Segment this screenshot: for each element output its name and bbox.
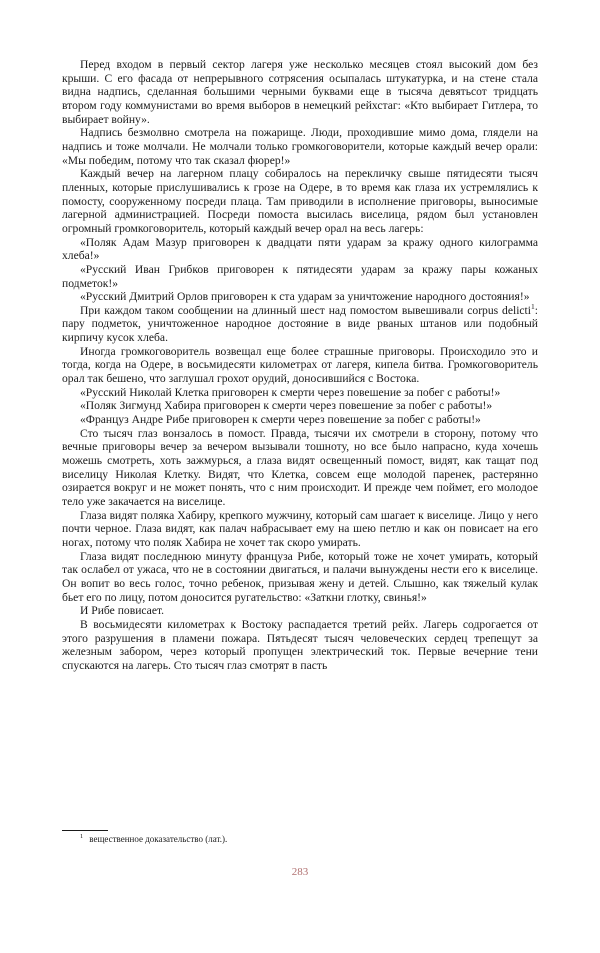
paragraph <box>62 301 538 345</box>
paragraph: «Француз Андре Рибе приговорен к смерти через повешение за побег с работы!» <box>80 413 481 427</box>
paragraph-part: При каждом таком сообщении на длинный шест над помостом вывешивали corpus delicti <box>80 303 532 317</box>
paragraph: Каждый вечер на лагерном плацу собиралось на перекличку свыше пятидесяти тысяч пленных, которые прислушивались к грозе на Одере, в то время как глаза их устремлялись к помосту, сооруженному посреди плаца. Там приводили в исполнение приговоры, выносимые лагерной администрацией. Посреди помоста высилась виселица, рядом был установлен огромный громкоговоритель, который каждый вечер орал на весь лагерь: <box>62 167 538 235</box>
footnote <box>80 834 520 845</box>
footnote-divider <box>62 830 108 831</box>
footnote-text: вещественное доказательство (лат.). <box>89 834 228 844</box>
paragraph: «Поляк Зигмунд Хабира приговорен к смерти через повешение за побег с работы!» <box>80 399 493 413</box>
footnote-number: 1 <box>80 833 84 840</box>
paragraph: «Поляк Адам Мазур приговорен к двадцати пяти ударам за кражу одного килограмма хлеба!» <box>62 235 538 263</box>
body-text <box>62 58 538 673</box>
paragraph: «Русский Дмитрий Орлов приговорен к ста ударам за уничтожение народного достояния!» <box>80 290 530 304</box>
paragraph: И Рибе повисает. <box>80 604 165 618</box>
paragraph: Глаза видят последнюю минуту француза Рибе, который тоже не хочет умирать, который так ослабел от ужаса, что не в состоянии двигаться, и палачи вынуждены нести его к виселице. Он вопит во весь голос, точно ребенок, призывая жену и детей. Слышно, как тяжелый кулак бьет его по лицу, потом доносится ругательство: «Заткни глотку, свинья!» <box>62 549 538 604</box>
paragraph-part: : пару подметок, уничтоженное народное достояние в виде рваных штанов или подобный кирпичу кусок хлеба. <box>62 303 538 345</box>
paragraph: Надпись безмолвно смотрела на пожарище. Люди, проходившие мимо дома, глядели на надпись и тоже молчали. Не молчали только громкоговорители, которые каждый вечер орали: «Мы победим, потому что так сказал фюрер!» <box>62 126 538 167</box>
paragraph: Глаза видят поляка Хабиру, крепкого мужчину, который сам шагает к виселице. Лицо у него почти черное. Глаза видят, как палач набрасывает ему на шею петлю и как он повисает на его ногах, потому что поляк Хабира не хочет так скоро умирать. <box>62 508 538 549</box>
paragraph: Иногда громкоговоритель возвещал еще более страшные приговоры. Происходило это и тогда, когда на Одере, в восьмидесяти километрах от лагеря, кипела битва. Громкоговоритель орал так бешено, что заглушал грохот орудий, доносившийся с Востока. <box>62 344 538 386</box>
footnote-marker: 1 <box>531 301 535 311</box>
paragraph: «Русский Николай Клетка приговорен к смерти через повешение за побег с работы!» <box>80 385 501 399</box>
paragraph: «Русский Иван Грибков приговорен к пятидесяти ударам за кражу пары кожаных подметок!» <box>62 262 538 290</box>
page-number: 283 <box>291 866 309 878</box>
paragraph: Перед входом в первый сектор лагеря уже несколько месяцев стоял высокий дом без крыши. С его фасада от непрерывного сотрясения осыпалась штукатурка, и на стене стала видна надпись, сделанная большими черными буквами еще в тысяча девятьсот тридцать втором году коммунистами во время выборов в немецкий рейхстаг: «Кто выбирает Гитлера, то выбирает войну». <box>62 58 538 126</box>
paragraph: В восьмидесяти километрах к Востоку распадается третий рейх. Лагерь содрогается от этого разрушения в пламени пожара. Пятьдесят тысяч человеческих сердец трепещут за железным забором, через который пропущен электрический ток. Первые вечерние тени спускаются на лагерь. Сто тысяч глаз смотрят в пасть <box>62 617 538 672</box>
paragraph: Сто тысяч глаз вонзалось в помост. Правда, тысячи их смотрели в сторону, потому что вечные приговоры вечер за вечером вызывали тошноту, но все было напрасно, куда хочешь можешь смотреть, хоть зажмурься, а глаза видят освещенный помост, видят, как тащат под виселицу Николая Клетку. Видят, что Клетка, совсем еще молодой паренек, растерянно озирается вокруг и не может понять, что с ним происходит. И прежде чем поймет, его молодое тело уже закачается на виселице. <box>62 426 538 508</box>
